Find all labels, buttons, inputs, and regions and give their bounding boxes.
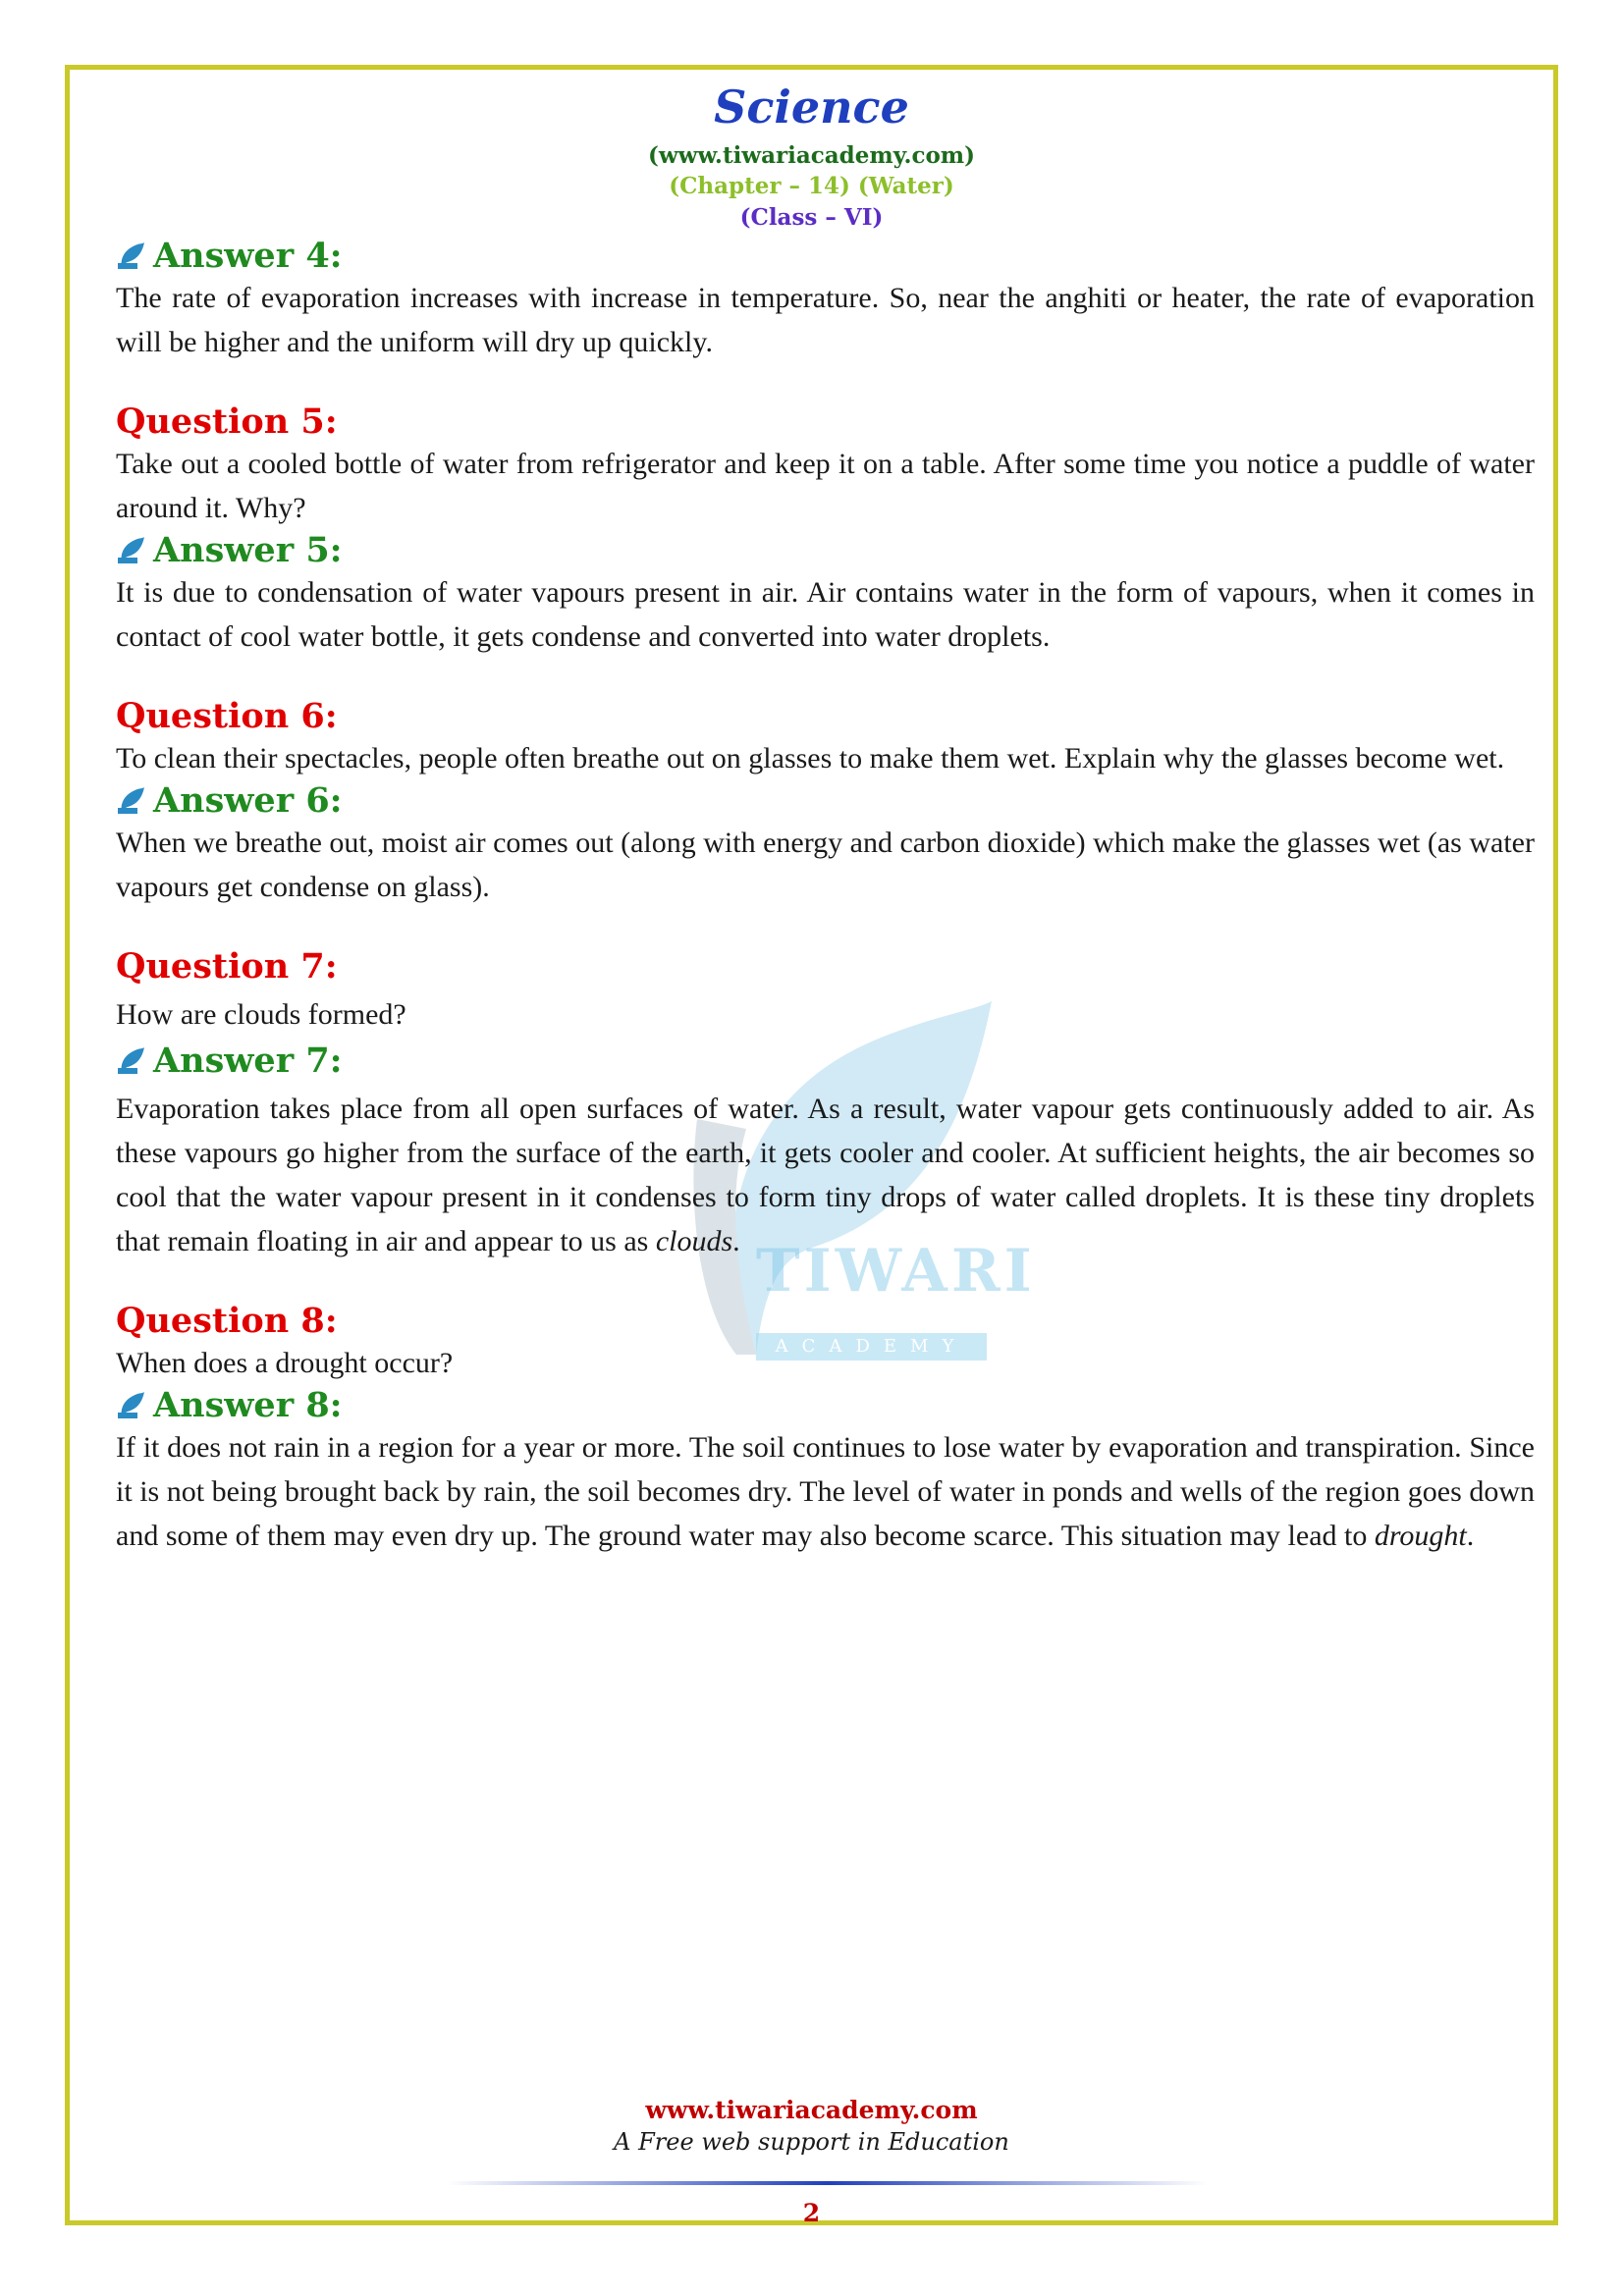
answer-block bbox=[116, 236, 1535, 364]
tiwari-logo-icon bbox=[116, 1391, 145, 1420]
watermark-subtext: ACADEMY bbox=[756, 1333, 987, 1361]
header-site: (www.tiwariacademy.com) bbox=[647, 142, 976, 169]
answer-text: Evaporation takes place from all open surfaces of water. As a result, water vapour gets continuously added to air. As these vapours go higher from the surface of the earth, it gets cooler and cooler. At sufficient heights, the air becomes so cool that the water vapour present in it condenses to form tiny drops of water called droplets. It is these tiny droplets that remain floating in air and appear to us as clouds. bbox=[116, 1093, 1535, 1257]
answer-italic-term: clouds bbox=[655, 1225, 733, 1257]
footer-divider bbox=[447, 2181, 1208, 2185]
question-heading: Question 6: bbox=[116, 696, 338, 736]
answer-block bbox=[116, 1041, 1535, 1263]
tiwari-logo-icon bbox=[116, 786, 145, 816]
question-text: How are clouds formed? bbox=[116, 998, 406, 1031]
answer-text: When we breathe out, moist air comes out (along with energy and carbon dioxide) which make the glasses wet (as water vapours get condense on glass). bbox=[116, 827, 1535, 903]
question-text: Take out a cooled bottle of water from refrigerator and keep it on a table. After some time you notice a puddle of water around it. Why? bbox=[116, 448, 1535, 524]
footer-tagline: A Free web support in Education bbox=[614, 2128, 1009, 2156]
page-number: 2 bbox=[802, 2199, 821, 2227]
answer-heading: Answer 5: bbox=[116, 530, 1535, 570]
answer-heading: Answer 7: bbox=[116, 1041, 1535, 1081]
question-text: To clean their spectacles, people often breathe out on glasses to make them wet. Explain why the glasses become wet. bbox=[116, 742, 1505, 774]
tiwari-logo-icon bbox=[116, 1046, 145, 1076]
question-block bbox=[116, 1301, 1535, 1385]
page-title: Science bbox=[714, 80, 909, 133]
answer-block bbox=[116, 1385, 1535, 1558]
question-heading: Question 5: bbox=[116, 401, 338, 442]
header-chapter: (Chapter – 14) (Water) bbox=[669, 173, 954, 199]
answer-heading: Answer 8: bbox=[116, 1385, 1535, 1425]
answer-text: If it does not rain in a region for a year or more. The soil continues to lose water by evaporation and transpiration. Since it is not being brought back by rain, the soil becomes dry. The level of water in ponds and wells of the region goes down and some of them may even dry up. The ground water may also become scarce. This situation may lead to drought. bbox=[116, 1431, 1535, 1552]
answer-heading: Answer 4: bbox=[116, 236, 1535, 276]
question-text: When does a drought occur? bbox=[116, 1347, 454, 1379]
qa-content bbox=[116, 236, 1535, 1558]
question-heading: Question 7: bbox=[116, 946, 338, 987]
question-heading: Question 8: bbox=[116, 1301, 338, 1341]
tiwari-logo-icon bbox=[116, 241, 145, 271]
answer-heading: Answer 6: bbox=[116, 780, 1535, 821]
question-block bbox=[116, 696, 1535, 780]
question-block bbox=[116, 946, 1535, 1037]
footer-site-link[interactable]: www.tiwariacademy.com bbox=[645, 2096, 978, 2124]
tiwari-logo-icon bbox=[116, 536, 145, 565]
answer-italic-term: drought bbox=[1374, 1520, 1467, 1552]
watermark-text: TIWARI bbox=[756, 1237, 1036, 1306]
question-block bbox=[116, 401, 1535, 530]
answer-text: It is due to condensation of water vapours present in air. Air contains water in the form of vapours, when it comes in contact of cool water bottle, it gets condense and converted into water droplets. bbox=[116, 576, 1535, 653]
answer-block bbox=[116, 530, 1535, 659]
header-class: (Class – VI) bbox=[739, 204, 884, 231]
answer-block bbox=[116, 780, 1535, 909]
answer-text: The rate of evaporation increases with increase in temperature. So, near the anghiti or heater, the rate of evaporation will be higher and the uniform will dry up quickly. bbox=[116, 282, 1535, 358]
